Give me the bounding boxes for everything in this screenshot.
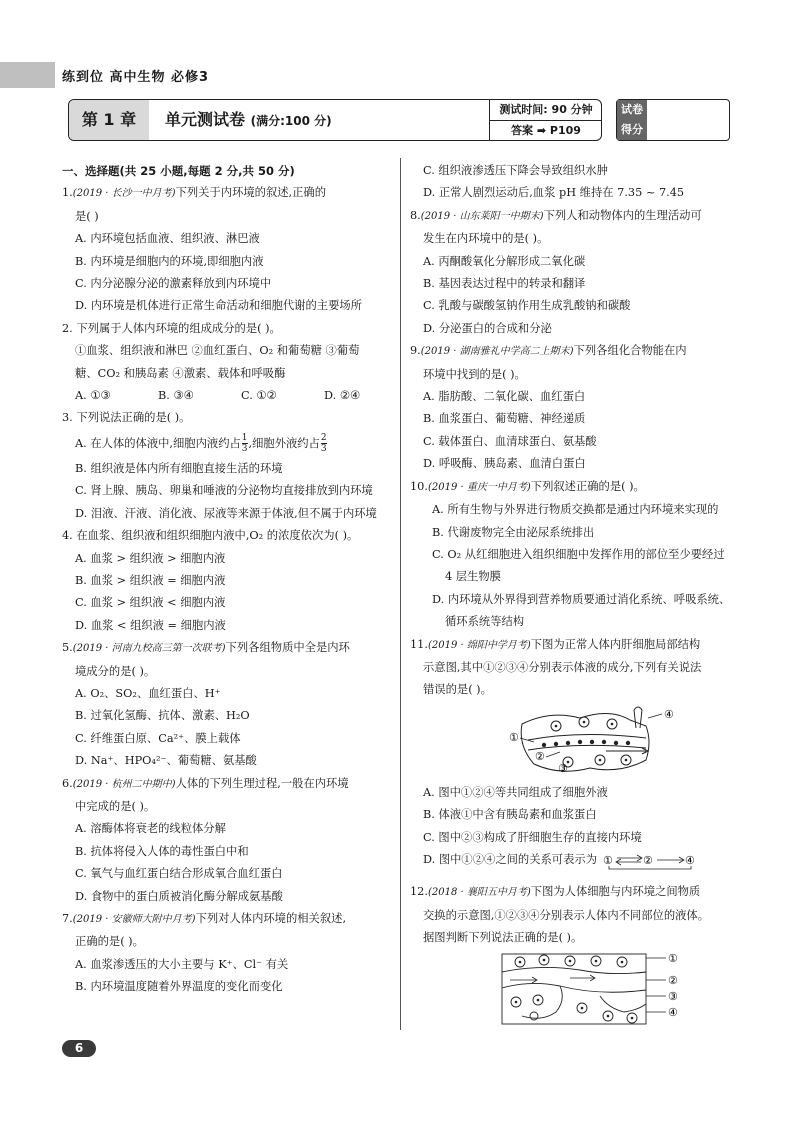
question-10: [410, 476, 746, 634]
q6-option-d[interactable]: D. 食物中的蛋白质被消化酶分解成氨基酸: [75, 889, 283, 903]
q11-stem-c: 错误的是( )。: [423, 683, 492, 697]
q9-stem-a: 下列各组化合物能在内: [573, 344, 687, 358]
q12-num: 12.: [410, 885, 428, 899]
q3-fraction-1: $\frac{1}{3}$: [241, 433, 248, 455]
q11-d-text: D. 图中①②④之间的关系可表示为: [423, 852, 597, 866]
q5-stem-b: 境成分的是( )。: [75, 664, 156, 678]
liver-cell-diagram: [410, 702, 746, 782]
q4-option-a[interactable]: A. 血浆 > 组织液 > 细胞内液: [75, 551, 226, 565]
fig12-label-3: ③: [668, 989, 678, 1003]
q6-stem-a: 人体的下列生理过程,一般在内环境: [175, 776, 349, 790]
q12-stem-c: 据图判断下列说法正确的是( )。: [423, 931, 583, 945]
unit-title: [165, 100, 332, 141]
q3-a-mid: ,细胞外液约占: [248, 436, 320, 450]
q11-source: (2019 · 绵阳中学月考): [427, 639, 531, 651]
score-label: [617, 100, 647, 140]
q11-option-a[interactable]: A. 图中①②④等共同组成了细胞外液: [423, 785, 608, 799]
q7-option-c[interactable]: C. 组织液渗透压下降会导致组织水肿: [423, 164, 608, 177]
question-3: [62, 407, 394, 525]
q6-stem-b: 中完成的是( )。: [75, 799, 156, 813]
q4-option-b[interactable]: B. 血浆 > 组织液 = 细胞内液: [75, 573, 226, 587]
cell-exchange-figure: [410, 950, 746, 1028]
q2-option-c[interactable]: C. ①②: [241, 389, 277, 403]
unit-title-text: 单元测试卷: [165, 110, 246, 129]
q8-option-c[interactable]: C. 乳酸与碳酸氢钠作用生成乳酸钠和碳酸: [423, 299, 631, 313]
score-label-2: 得分: [621, 123, 643, 136]
question-5: [62, 637, 394, 772]
q3-fraction-2: $\frac{2}{3}$: [320, 433, 327, 455]
q8-source: (2019 · 山东莱阳一中期末): [420, 210, 544, 222]
q2-option-b[interactable]: B. ③④: [158, 389, 194, 403]
score-box[interactable]: [616, 99, 730, 141]
q10-option-d-cont: 循环系统等结构: [445, 615, 525, 629]
q8-option-b[interactable]: B. 基因表达过程中的转录和翻译: [423, 277, 586, 291]
q11-stem-a: 下图为正常人体内肝细胞局部结构: [530, 637, 701, 651]
fig11-label-2: ②: [535, 749, 545, 763]
q7-option-d[interactable]: D. 正常人剧烈运动后,血浆 pH 维持在 7.35 ~ 7.45: [423, 186, 685, 200]
title-box: [68, 99, 602, 141]
header-gray-tab: [0, 62, 55, 88]
q12-stem-b: 交换的示意图,①②③④分别表示人体内不同部位的液体。: [423, 908, 710, 922]
q7-stem-a: 下列对人体内环境的相关叙述,: [195, 912, 347, 925]
q10-stem-a: 下列叙述正确的是( )。: [530, 479, 645, 493]
fig12-label-2: ②: [668, 973, 678, 987]
q8-stem-b: 发生在内环境中的是( )。: [423, 232, 549, 246]
question-12: [410, 881, 746, 1027]
q5-option-a[interactable]: A. O₂、SO₂、血红蛋白、H⁺: [75, 686, 221, 700]
q9-stem-b: 环境中找到的是( )。: [423, 367, 526, 381]
q3-option-b[interactable]: B. 组织液是体内所有细胞直接生活的环境: [75, 461, 283, 475]
q5-stem-a: 下列各组物质中全是内环: [225, 641, 350, 655]
q2-items-a: ①血浆、组织液和淋巴 ②血红蛋白、O₂ 和葡萄糖 ③葡萄: [75, 344, 360, 358]
q4-option-c[interactable]: C. 血浆 > 组织液 < 细胞内液: [75, 596, 226, 610]
q7-option-b[interactable]: B. 内环境温度随着外界温度的变化而变化: [75, 980, 283, 994]
q2-option-a[interactable]: A. ①③: [75, 389, 111, 403]
q10-option-c[interactable]: C. O₂ 从红细胞进入组织细胞中发挥作用的部位至少要经过: [432, 547, 725, 561]
fig11-label-1: ①: [509, 730, 519, 744]
q12-source: (2018 · 襄阳五中月考): [427, 887, 531, 899]
fig12-label-4: ④: [668, 1005, 678, 1019]
rel-node-4: ④: [685, 854, 695, 868]
q1-num: 1.: [62, 186, 73, 200]
fig11-label-3: ③: [558, 761, 568, 775]
q5-num: 5.: [62, 641, 73, 655]
q5-option-b[interactable]: B. 过氧化氢酶、抗体、激素、H₂O: [75, 709, 250, 723]
q2-stem: 2. 下列属于人体内环境的组成成分的是( )。: [62, 321, 281, 335]
q11-option-b[interactable]: B. 体液①中含有胰岛素和血浆蛋白: [423, 808, 597, 822]
q8-stem-a: 下列人和动物体内的生理活动可: [543, 208, 702, 222]
q6-option-a[interactable]: A. 溶酶体将衰老的线粒体分解: [75, 822, 226, 836]
q7-option-a[interactable]: A. 血浆渗透压的大小主要与 K⁺、Cl⁻ 有关: [75, 957, 289, 971]
cell-exchange-diagram: [410, 950, 746, 1028]
q5-source: (2019 · 河南九校高三第一次联考): [72, 643, 226, 655]
question-7: [62, 908, 394, 999]
q2-options: [62, 385, 394, 407]
q6-source: (2019 · 杭州二中期中): [72, 778, 176, 790]
chapter-label: 第 1 章: [69, 100, 149, 140]
q10-option-a[interactable]: A. 所有生物与外界进行物质交换都是通过内环境来实现的: [432, 503, 719, 517]
question-8: [410, 205, 746, 340]
title-banner: [68, 99, 730, 141]
rel-node-1: ①: [603, 854, 613, 868]
q11-option-d[interactable]: [410, 849, 746, 871]
right-column: [410, 160, 746, 1028]
q8-option-d[interactable]: D. 分泌蛋白的合成和分泌: [423, 321, 552, 335]
question-11: [410, 634, 746, 872]
q5-option-c[interactable]: C. 纤维蛋白原、Ca²⁺、膜上载体: [75, 731, 241, 745]
q9-option-a[interactable]: A. 脂肪酸、二氧化碳、血红蛋白: [423, 390, 586, 404]
q10-option-d[interactable]: D. 内环境从外界得到营养物质要通过消化系统、呼吸系统、: [432, 592, 731, 606]
liver-cell-figure: [410, 702, 746, 782]
q10-option-c-cont: 4 层生物膜: [445, 570, 501, 584]
q2-option-d[interactable]: D. ②④: [324, 389, 361, 403]
q8-num: 8.: [410, 208, 421, 222]
q1-stem-a: 下列关于内环境的叙述,正确的: [175, 186, 327, 200]
q3-option-a[interactable]: [62, 430, 394, 458]
test-info: [489, 100, 602, 140]
q3-stem: 3. 下列说法正确的是( )。: [62, 411, 191, 425]
book-series: 练到位 高中生物 必修3: [62, 70, 210, 85]
q7-source: (2019 · 安徽师大附中月考): [72, 914, 196, 925]
q11-stem-b: 示意图,其中①②③④分别表示体液的成分,下列有关说法: [423, 660, 702, 674]
q3-option-c[interactable]: C. 肾上腺、胰岛、卵巢和唾液的分泌物均直接排放到内环境: [75, 484, 373, 498]
page-number: 6: [62, 1040, 96, 1057]
q9-option-b[interactable]: B. 血浆蛋白、葡萄糖、神经递质: [423, 412, 586, 426]
q1-stem-b: 是( ): [75, 209, 99, 223]
full-score: (满分:100 分): [250, 114, 332, 128]
q6-num: 6.: [62, 776, 73, 790]
test-time: 测试时间: 90 分钟: [490, 100, 602, 121]
q10-num: 10.: [410, 479, 428, 493]
question-4: [62, 525, 394, 637]
q11-num: 11.: [410, 637, 428, 651]
q4-option-d[interactable]: D. 血浆 < 组织液 = 细胞内液: [75, 618, 226, 632]
q1-option-a[interactable]: A. 内环境包括血液、组织液、淋巴液: [75, 232, 260, 246]
relation-arrow-diagram: [601, 849, 701, 871]
q12-stem-a: 下图为人体细胞与内环境之间物质: [530, 885, 701, 899]
q3-a-text: A. 在人体的体液中,细胞内液约占: [75, 436, 241, 450]
question-2: [62, 318, 394, 408]
q1-option-c[interactable]: C. 内分泌腺分泌的激素释放到内环境中: [75, 277, 272, 291]
column-divider: [400, 158, 401, 1030]
q7-num: 7.: [62, 912, 73, 925]
q10-option-b[interactable]: B. 代谢废物完全由泌尿系统排出: [432, 525, 595, 539]
q8-option-a[interactable]: A. 丙酮酸氧化分解形成二氧化碳: [423, 254, 586, 268]
question-1: [62, 182, 394, 317]
question-9: [410, 340, 746, 475]
left-column: [62, 160, 394, 999]
answer-page: 答案 ➡ P109: [511, 124, 581, 137]
q1-option-d[interactable]: D. 内环境是机体进行正常生命活动和细胞代谢的主要场所: [75, 299, 362, 313]
q9-option-c[interactable]: C. 载体蛋白、血清球蛋白、氨基酸: [423, 434, 597, 448]
q2-items-b: 糖、CO₂ 和胰岛素 ④激素、载体和呼吸酶: [75, 366, 286, 380]
score-label-1: 试卷: [621, 103, 643, 116]
q9-num: 9.: [410, 344, 421, 358]
fig12-label-1: ①: [668, 951, 678, 965]
q1-option-b[interactable]: B. 内环境是细胞内的环境,即细胞内液: [75, 254, 264, 268]
q7-stem-b: 正确的是( )。: [75, 935, 144, 949]
q4-stem: 4. 在血浆、组织液和组织细胞内液中,O₂ 的浓度依次为( )。: [62, 529, 359, 543]
q11-option-c[interactable]: C. 图中②③构成了肝细胞生存的直接内环境: [423, 830, 642, 844]
section-title: 一、选择题(共 25 小题,每题 2 分,共 50 分): [62, 164, 295, 178]
rel-node-2: ②: [643, 854, 653, 868]
q10-source: (2019 · 重庆一中月考): [427, 481, 531, 493]
q6-option-b[interactable]: B. 抗体将侵入人体的毒性蛋白中和: [75, 844, 249, 858]
q9-option-d[interactable]: D. 呼吸酶、胰岛素、血清白蛋白: [423, 457, 586, 471]
q5-option-d[interactable]: D. Na⁺、HPO₄²⁻、葡萄糖、氨基酸: [75, 754, 257, 768]
q6-option-c[interactable]: C. 氧气与血红蛋白结合形成氧合血红蛋白: [75, 867, 283, 881]
q9-source: (2019 · 湖南雅礼中学高二上期末): [420, 346, 574, 358]
question-6: [62, 773, 394, 908]
q1-source: (2019 · 长沙一中月考): [72, 188, 176, 200]
q3-option-d[interactable]: D. 泪液、汗液、消化液、尿液等来源于体液,但不属于内环境: [75, 506, 377, 520]
fig11-label-4: ④: [664, 707, 674, 721]
